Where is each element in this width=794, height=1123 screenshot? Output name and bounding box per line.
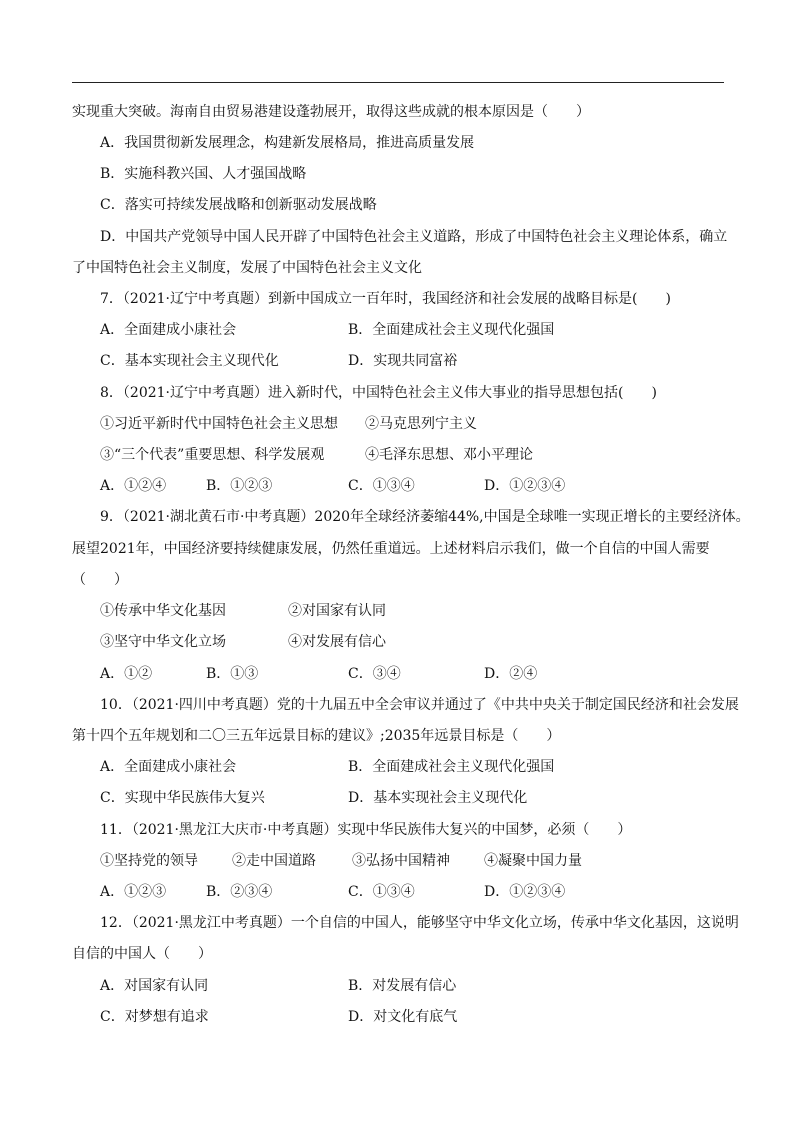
q9-option-a: A．①② bbox=[100, 666, 153, 682]
q9-stem-line3: （ ） bbox=[72, 572, 128, 588]
q10-stem-line2: 第十四个五年规划和二〇三五年远景目标的建议》;2035年远景目标是（ ） bbox=[72, 728, 561, 744]
q8-option-d: D．①②③④ bbox=[484, 478, 566, 494]
q11-item-2: ②走中国道路 bbox=[232, 853, 316, 869]
q7-stem: 7．（2021·辽宁中考真题）到新中国成立一百年时，我国经济和社会发展的战略目标是( ) bbox=[100, 291, 671, 307]
q8-option-c: C．①③④ bbox=[348, 478, 415, 494]
q9-option-c: C．③④ bbox=[348, 666, 401, 682]
q8-option-a: A．①②④ bbox=[100, 478, 167, 494]
header-rule bbox=[72, 82, 724, 83]
q12-stem-line2: 自信的中国人（ ） bbox=[72, 946, 212, 962]
q6-option-d-line2: 了中国特色社会主义制度，发展了中国特色社会主义文化 bbox=[72, 260, 422, 276]
q9-stem-line1: 9．（2021·湖北黄石市·中考真题）2020年全球经济萎缩44%,中国是全球唯一实现正增长的主要经济体。 bbox=[100, 509, 750, 525]
q11-item-4: ④凝聚中国力量 bbox=[484, 853, 582, 869]
q11-stem: 11．（2021·黑龙江大庆市·中考真题）实现中华民族伟大复兴的中国梦，必须（ ） bbox=[100, 822, 632, 838]
q6-option-b: B．实施科教兴国、人才强国战略 bbox=[100, 166, 307, 182]
q8-item-1: ①习近平新时代中国特色社会主义思想 bbox=[100, 416, 338, 432]
q10-option-c: C．实现中华民族伟大复兴 bbox=[100, 790, 265, 806]
q8-option-b: B．①②③ bbox=[206, 478, 273, 494]
q9-option-d: D．②④ bbox=[484, 666, 538, 682]
q11-option-d: D．①②③④ bbox=[484, 884, 566, 900]
q12-option-c: C．对梦想有追求 bbox=[100, 1009, 209, 1025]
q9-item-2: ②对国家有认同 bbox=[288, 603, 386, 619]
q9-item-1: ①传承中华文化基因 bbox=[100, 603, 226, 619]
q9-item-4: ④对发展有信心 bbox=[288, 634, 386, 650]
q12-option-a: A．对国家有认同 bbox=[100, 978, 209, 994]
q7-option-a: A．全面建成小康社会 bbox=[100, 322, 237, 338]
q8-item-2: ②马克思列宁主义 bbox=[365, 416, 477, 432]
q8-item-3: ③“三个代表”重要思想、科学发展观 bbox=[100, 447, 325, 463]
q6-option-c: C．落实可持续发展战略和创新驱动发展战略 bbox=[100, 197, 377, 213]
q7-option-d: D．实现共同富裕 bbox=[348, 353, 458, 369]
q8-stem: 8．（2021·辽宁中考真题）进入新时代，中国特色社会主义伟大事业的指导思想包括( ) bbox=[100, 385, 657, 401]
q6-option-d-line1: D．中国共产党领导中国人民开辟了中国特色社会主义道路，形成了中国特色社会主义理论体系，确立 bbox=[100, 229, 728, 245]
q11-item-1: ①坚持党的领导 bbox=[100, 853, 198, 869]
q12-option-b: B．对发展有信心 bbox=[348, 978, 457, 994]
q11-option-c: C．①③④ bbox=[348, 884, 415, 900]
q9-item-3: ③坚守中华文化立场 bbox=[100, 634, 226, 650]
q9-option-b: B．①③ bbox=[206, 666, 259, 682]
q11-option-a: A．①②③ bbox=[100, 884, 167, 900]
q6-stem-tail: 实现重大突破。海南自由贸易港建设蓬勃展开，取得这些成就的根本原因是（ ） bbox=[72, 104, 590, 120]
q11-item-3: ③弘扬中国精神 bbox=[352, 853, 450, 869]
q9-stem-line2: 展望2021年，中国经济要持续健康发展，仍然任重道远。上述材料启示我们，做一个自信的中国人需要 bbox=[72, 541, 710, 557]
q10-stem-line1: 10．（2021·四川中考真题）党的十九届五中全会审议并通过了《中共中央关于制定国民经济和社会发展 bbox=[100, 697, 739, 713]
q10-option-a: A．全面建成小康社会 bbox=[100, 759, 237, 775]
q11-option-b: B．②③④ bbox=[206, 884, 273, 900]
q12-option-d: D．对文化有底气 bbox=[348, 1009, 458, 1025]
q10-option-d: D．基本实现社会主义现代化 bbox=[348, 790, 528, 806]
q7-option-c: C．基本实现社会主义现代化 bbox=[100, 353, 279, 369]
q7-option-b: B．全面建成社会主义现代化强国 bbox=[348, 322, 555, 338]
q6-option-a: A．我国贯彻新发展理念，构建新发展格局，推进高质量发展 bbox=[100, 135, 475, 151]
q10-option-b: B．全面建成社会主义现代化强国 bbox=[348, 759, 555, 775]
q12-stem-line1: 12．（2021·黑龙江中考真题）一个自信的中国人，能够坚守中华文化立场，传承中华文化基因，这说明 bbox=[100, 915, 739, 931]
q8-item-4: ④毛泽东思想、邓小平理论 bbox=[365, 447, 533, 463]
